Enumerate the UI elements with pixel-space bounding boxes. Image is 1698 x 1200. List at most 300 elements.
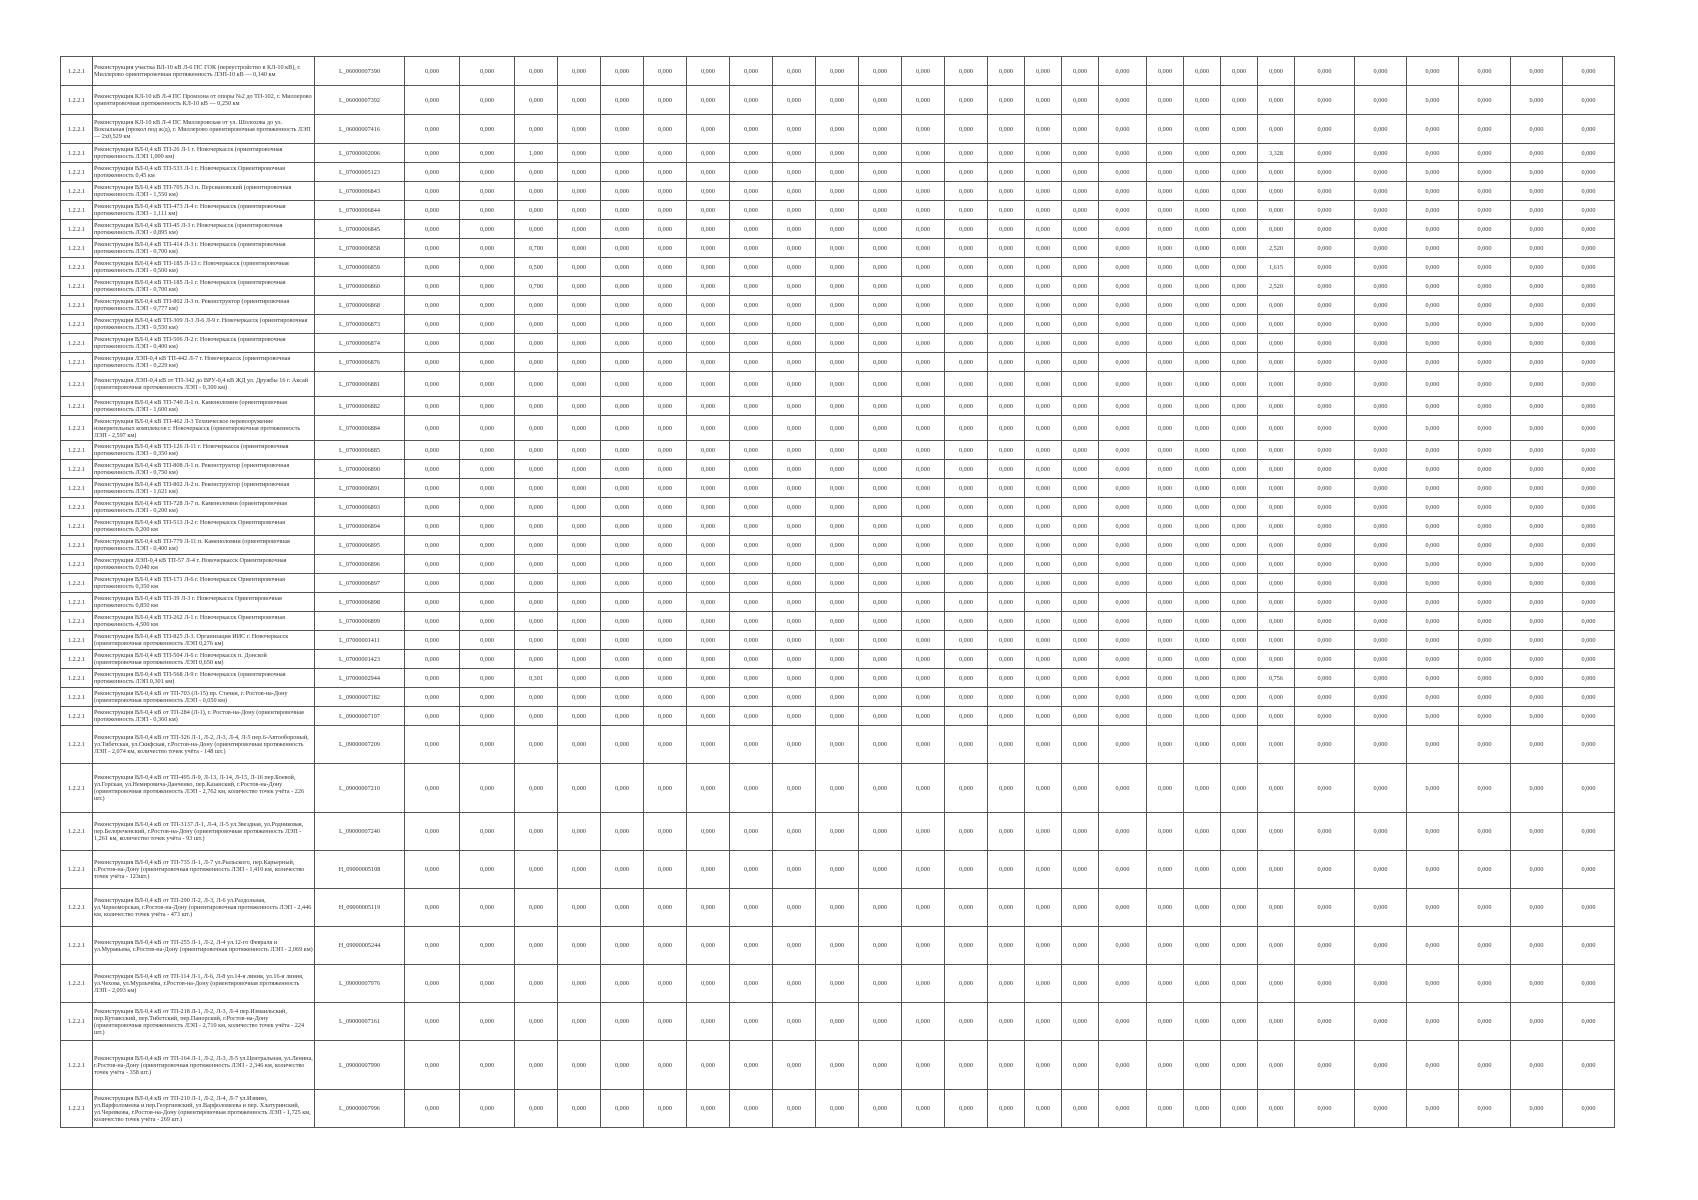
value-cell: 0,000 (1099, 707, 1147, 726)
value-cell: 0,000 (902, 555, 945, 574)
value-cell: 0,000 (1099, 965, 1147, 1003)
value-cell: 0,000 (902, 163, 945, 182)
value-cell: 0,000 (1184, 57, 1221, 86)
value-cell: 0,000 (1459, 669, 1511, 688)
value-cell: 0,000 (1184, 277, 1221, 296)
value-cell: 0,000 (1258, 372, 1295, 397)
value-cell: 0,000 (988, 927, 1025, 965)
value-cell: 0,000 (515, 1003, 558, 1041)
value-cell: 0,000 (460, 1041, 515, 1090)
value-cell: 0,000 (1184, 220, 1221, 239)
value-cell: 0,000 (1355, 144, 1407, 163)
value-cell: 0,000 (859, 851, 902, 889)
value-cell: 0,000 (558, 1090, 601, 1128)
value-cell: 0,000 (460, 726, 515, 764)
value-cell: 0,000 (558, 813, 601, 851)
value-cell: 0,000 (730, 372, 773, 397)
value-cell: 0,000 (405, 1090, 460, 1128)
value-cell: 0,000 (945, 115, 988, 144)
value-cell: 0,000 (460, 372, 515, 397)
value-cell: 0,000 (859, 182, 902, 201)
value-cell: 0,000 (687, 726, 730, 764)
project-id-cell: L_07000006860 (315, 277, 405, 296)
value-cell: 0,000 (1459, 397, 1511, 416)
value-cell: 0,000 (859, 201, 902, 220)
value-cell: 0,000 (1563, 965, 1615, 1003)
value-cell: 0,000 (405, 851, 460, 889)
row-code-cell: 1.2.2.1 (61, 479, 93, 498)
value-cell: 0,000 (601, 498, 644, 517)
project-description-cell: Реконструкция ВЛ-0,4 кВ от ТП-284 (Л-1), г. Ростов-на-Дону (ориентировочная протяженность ЛЭП - 0,360 км) (93, 707, 315, 726)
value-cell: 0,000 (945, 1003, 988, 1041)
value-cell: 0,000 (405, 1041, 460, 1090)
value-cell: 0,000 (1511, 631, 1563, 650)
value-cell: 0,000 (558, 479, 601, 498)
value-cell: 0,000 (859, 460, 902, 479)
value-cell: 0,000 (1459, 258, 1511, 277)
row-code-cell: 1.2.2.1 (61, 239, 93, 258)
value-cell: 0,000 (773, 688, 816, 707)
value-cell: 0,000 (1407, 593, 1459, 612)
value-cell: 0,000 (1563, 201, 1615, 220)
value-cell: 0,000 (945, 353, 988, 372)
value-cell: 0,000 (730, 460, 773, 479)
value-cell: 0,000 (558, 163, 601, 182)
value-cell: 0,000 (687, 460, 730, 479)
value-cell: 0,000 (816, 296, 859, 315)
value-cell: 0,000 (1407, 416, 1459, 441)
value-cell: 0,000 (644, 707, 687, 726)
value-cell: 0,000 (1221, 334, 1258, 353)
value-cell: 0,000 (1099, 631, 1147, 650)
value-cell: 0,000 (460, 1090, 515, 1128)
value-cell: 0,000 (859, 372, 902, 397)
value-cell: 0,000 (405, 707, 460, 726)
value-cell: 0,000 (515, 416, 558, 441)
value-cell: 0,000 (558, 965, 601, 1003)
value-cell: 0,000 (601, 688, 644, 707)
value-cell: 0,000 (1184, 86, 1221, 115)
value-cell: 0,000 (1511, 650, 1563, 669)
value-cell: 0,000 (816, 726, 859, 764)
value-cell: 0,000 (1025, 851, 1062, 889)
value-cell: 0,000 (405, 536, 460, 555)
value-cell: 0,000 (816, 201, 859, 220)
value-cell: 0,000 (1295, 163, 1355, 182)
value-cell: 0,000 (1062, 144, 1099, 163)
value-cell: 0,000 (945, 416, 988, 441)
row-code-cell: 1.2.2.1 (61, 334, 93, 353)
value-cell: 0,000 (816, 315, 859, 334)
value-cell: 0,000 (730, 1090, 773, 1128)
value-cell: 0,000 (1563, 555, 1615, 574)
value-cell: 0,000 (945, 669, 988, 688)
row-code-cell: 1.2.2.1 (61, 813, 93, 851)
value-cell: 0,000 (1184, 612, 1221, 631)
value-cell: 0,000 (687, 86, 730, 115)
value-cell: 0,000 (859, 57, 902, 86)
value-cell: 0,000 (859, 334, 902, 353)
value-cell: 0,000 (1221, 460, 1258, 479)
value-cell: 0,000 (945, 631, 988, 650)
value-cell: 0,000 (945, 650, 988, 669)
value-cell: 0,000 (816, 416, 859, 441)
value-cell: 0,000 (1563, 631, 1615, 650)
value-cell: 0,000 (1459, 555, 1511, 574)
value-cell: 0,000 (1459, 889, 1511, 927)
value-cell: 0,000 (859, 163, 902, 182)
value-cell: 0,000 (644, 631, 687, 650)
value-cell: 0,000 (859, 1090, 902, 1128)
value-cell: 0,000 (816, 707, 859, 726)
value-cell: 0,000 (730, 479, 773, 498)
value-cell: 0,000 (1025, 1003, 1062, 1041)
value-cell: 0,000 (460, 460, 515, 479)
value-cell: 0,000 (816, 372, 859, 397)
project-id-cell: L_07000006891 (315, 479, 405, 498)
value-cell: 0,000 (1062, 726, 1099, 764)
value-cell: 0,000 (1355, 707, 1407, 726)
value-cell: 0,000 (687, 669, 730, 688)
value-cell: 0,000 (1258, 397, 1295, 416)
value-cell: 0,000 (1563, 593, 1615, 612)
value-cell: 0,000 (988, 416, 1025, 441)
value-cell: 0,000 (1295, 315, 1355, 334)
value-cell: 0,000 (644, 1003, 687, 1041)
value-cell: 0,000 (1147, 296, 1184, 315)
value-cell: 0,000 (1099, 182, 1147, 201)
value-cell: 0,000 (1147, 353, 1184, 372)
value-cell: 0,000 (460, 353, 515, 372)
value-cell: 0,000 (405, 688, 460, 707)
value-cell: 0,000 (601, 163, 644, 182)
value-cell: 0,000 (460, 555, 515, 574)
value-cell: 0,000 (1407, 334, 1459, 353)
table-row (61, 239, 1615, 258)
value-cell: 0,000 (687, 536, 730, 555)
value-cell: 0,000 (902, 726, 945, 764)
project-id-cell: L_07000006882 (315, 397, 405, 416)
value-cell: 0,000 (644, 889, 687, 927)
value-cell: 0,000 (1062, 86, 1099, 115)
value-cell: 0,000 (1184, 813, 1221, 851)
project-description-cell: Реконструкция ВЛ-0,4 кВ ТП-740 Л-1 п. Каменоломни (ориентировочная протяженность ЛЭП - 1,600 км) (93, 397, 315, 416)
value-cell: 0,000 (644, 182, 687, 201)
value-cell: 0,000 (1407, 707, 1459, 726)
value-cell: 0,000 (1511, 669, 1563, 688)
value-cell: 0,000 (1099, 813, 1147, 851)
value-cell: 0,000 (1355, 631, 1407, 650)
value-cell: 0,000 (1184, 593, 1221, 612)
value-cell: 0,000 (1062, 397, 1099, 416)
value-cell: 0,000 (1355, 669, 1407, 688)
value-cell: 0,000 (1459, 1003, 1511, 1041)
value-cell: 0,000 (558, 460, 601, 479)
value-cell: 0,000 (1147, 1003, 1184, 1041)
value-cell: 0,000 (1221, 315, 1258, 334)
value-cell: 0,000 (773, 669, 816, 688)
value-cell: 0,000 (687, 688, 730, 707)
value-cell: 0,000 (1258, 220, 1295, 239)
value-cell: 0,000 (988, 707, 1025, 726)
value-cell: 0,000 (816, 86, 859, 115)
value-cell: 0,000 (515, 86, 558, 115)
value-cell: 0,000 (1295, 612, 1355, 631)
value-cell: 0,000 (1062, 460, 1099, 479)
project-id-cell: L_07000006884 (315, 416, 405, 441)
project-id-cell: L_07000006859 (315, 258, 405, 277)
value-cell: 0,000 (1459, 479, 1511, 498)
project-description-cell: Реконструкция ВЛ-0,4 кВ ТП-414 Л-3 г. Новочеркасск (ориентировочная протяженность ЛЭП - 0,700 км) (93, 239, 315, 258)
value-cell: 0,000 (1099, 1090, 1147, 1128)
value-cell: 0,000 (1459, 813, 1511, 851)
value-cell: 0,000 (1459, 707, 1511, 726)
row-code-cell: 1.2.2.1 (61, 144, 93, 163)
value-cell: 0,000 (730, 182, 773, 201)
value-cell: 0,000 (460, 296, 515, 315)
row-code-cell: 1.2.2.1 (61, 201, 93, 220)
value-cell: 0,000 (644, 555, 687, 574)
value-cell: 0,000 (1511, 441, 1563, 460)
value-cell: 0,000 (1099, 517, 1147, 536)
project-id-cell: L_09000007161 (315, 1003, 405, 1041)
value-cell: 0,000 (859, 536, 902, 555)
value-cell: 0,000 (902, 115, 945, 144)
value-cell: 0,000 (1563, 498, 1615, 517)
value-cell: 0,000 (460, 479, 515, 498)
value-cell: 0,000 (730, 889, 773, 927)
value-cell: 0,000 (1459, 688, 1511, 707)
value-cell: 0,000 (1184, 889, 1221, 927)
value-cell: 0,000 (1099, 86, 1147, 115)
value-cell: 0,000 (687, 574, 730, 593)
value-cell: 0,000 (1062, 650, 1099, 669)
value-cell: 0,000 (816, 498, 859, 517)
value-cell: 0,000 (1511, 86, 1563, 115)
value-cell: 0,000 (988, 764, 1025, 813)
value-cell: 0,000 (1295, 555, 1355, 574)
value-cell: 0,000 (988, 631, 1025, 650)
value-cell: 0,000 (558, 726, 601, 764)
value-cell: 0,000 (773, 479, 816, 498)
project-id-cell: L_06000007392 (315, 86, 405, 115)
value-cell: 0,000 (601, 574, 644, 593)
value-cell: 0,000 (902, 965, 945, 1003)
value-cell: 0,000 (945, 57, 988, 86)
value-cell: 0,000 (988, 1041, 1025, 1090)
value-cell: 0,000 (1025, 764, 1062, 813)
value-cell: 0,000 (1062, 965, 1099, 1003)
value-cell: 0,000 (1025, 574, 1062, 593)
value-cell: 0,000 (1147, 1090, 1184, 1128)
value-cell: 0,000 (1295, 441, 1355, 460)
table-row (61, 397, 1615, 416)
value-cell: 0,000 (601, 397, 644, 416)
value-cell: 0,000 (945, 441, 988, 460)
value-cell: 0,000 (1355, 258, 1407, 277)
value-cell: 0,000 (644, 813, 687, 851)
value-cell: 0,000 (1355, 397, 1407, 416)
value-cell: 0,000 (902, 889, 945, 927)
value-cell: 0,000 (1221, 631, 1258, 650)
value-cell: 0,000 (1099, 277, 1147, 296)
value-cell: 0,000 (1147, 669, 1184, 688)
value-cell: 0,000 (945, 764, 988, 813)
value-cell: 0,000 (1295, 416, 1355, 441)
value-cell: 0,000 (730, 927, 773, 965)
value-cell: 0,000 (902, 57, 945, 86)
value-cell: 0,000 (988, 397, 1025, 416)
value-cell: 0,000 (859, 631, 902, 650)
project-description-cell: Реконструкция ВЛ-0,4 кВ ТП-802 Л-3 п. Реконструктор (ориентировочная протяженность ЛЭП - 0,777 км) (93, 296, 315, 315)
value-cell: 0,000 (515, 688, 558, 707)
value-cell: 0,000 (902, 631, 945, 650)
value-cell: 0,000 (1025, 315, 1062, 334)
project-description-cell: Реконструкция ЛЭП-0,4 кВ от ТП-342 до ВРУ-0,4 кВ ЖД ул. Дружбы 16 г. Аксай (ориентировочная протяженность ЛЭП - 0,300 км) (93, 372, 315, 397)
value-cell: 0,000 (859, 688, 902, 707)
value-cell: 0,000 (405, 1003, 460, 1041)
value-cell: 0,000 (405, 353, 460, 372)
table-row (61, 498, 1615, 517)
value-cell: 0,000 (1025, 144, 1062, 163)
value-cell: 0,000 (1221, 498, 1258, 517)
value-cell: 0,000 (515, 517, 558, 536)
value-cell: 0,000 (773, 182, 816, 201)
value-cell: 0,000 (773, 498, 816, 517)
value-cell: 0,000 (816, 220, 859, 239)
value-cell: 0,000 (945, 201, 988, 220)
value-cell: 0,000 (1258, 115, 1295, 144)
value-cell: 0,000 (515, 334, 558, 353)
value-cell: 0,000 (988, 441, 1025, 460)
value-cell: 0,000 (773, 612, 816, 631)
value-cell: 0,000 (988, 479, 1025, 498)
value-cell: 0,000 (730, 612, 773, 631)
value-cell: 0,000 (1258, 353, 1295, 372)
value-cell: 0,000 (1563, 239, 1615, 258)
value-cell: 0,000 (601, 182, 644, 201)
value-cell: 0,000 (405, 372, 460, 397)
value-cell: 0,000 (1025, 479, 1062, 498)
value-cell: 0,000 (816, 650, 859, 669)
value-cell: 0,000 (1147, 688, 1184, 707)
value-cell: 0,000 (1184, 574, 1221, 593)
value-cell: 0,000 (1407, 927, 1459, 965)
value-cell: 0,000 (1511, 612, 1563, 631)
table-row (61, 764, 1615, 813)
value-cell: 0,000 (1062, 1003, 1099, 1041)
value-cell: 0,000 (1025, 726, 1062, 764)
value-cell: 0,000 (1295, 296, 1355, 315)
project-description-cell: Реконструкция ВЛ-0,4 кВ от ТП-495 Л-9, Л-13, Л-14, Л-15, Л-16 пер.Боевой, ул.Горская, ул.Немировича-Данченко, пер.Казанский, г.Ростов-на-Дону (ориентировочная протяженность ЛЭП - 2,762 км, количество точек учёта - 226 шт.) (93, 764, 315, 813)
value-cell: 0,000 (1258, 650, 1295, 669)
value-cell: 0,000 (644, 144, 687, 163)
value-cell: 0,000 (1147, 258, 1184, 277)
value-cell: 0,000 (1459, 460, 1511, 479)
project-id-cell: L_07000006895 (315, 536, 405, 555)
table-row (61, 965, 1615, 1003)
value-cell: 0,000 (1025, 201, 1062, 220)
row-code-cell: 1.2.2.1 (61, 397, 93, 416)
value-cell: 0,000 (816, 182, 859, 201)
value-cell: 0,000 (644, 460, 687, 479)
value-cell: 0,000 (1221, 86, 1258, 115)
value-cell: 0,000 (1184, 517, 1221, 536)
value-cell: 0,000 (601, 669, 644, 688)
value-cell: 0,000 (902, 593, 945, 612)
value-cell: 0,000 (1025, 536, 1062, 555)
value-cell: 0,000 (816, 258, 859, 277)
value-cell: 0,000 (1147, 86, 1184, 115)
value-cell: 0,000 (816, 631, 859, 650)
value-cell: 0,000 (730, 669, 773, 688)
table-row (61, 631, 1615, 650)
value-cell: 0,000 (515, 593, 558, 612)
value-cell: 0,000 (773, 764, 816, 813)
value-cell: 0,000 (460, 163, 515, 182)
value-cell: 0,000 (687, 115, 730, 144)
row-code-cell: 1.2.2.1 (61, 498, 93, 517)
table-row (61, 315, 1615, 334)
project-id-cell: L_07000006873 (315, 315, 405, 334)
value-cell: 0,000 (1099, 479, 1147, 498)
value-cell: 0,000 (1221, 1090, 1258, 1128)
row-code-cell: 1.2.2.1 (61, 372, 93, 397)
row-code-cell: 1.2.2.1 (61, 851, 93, 889)
value-cell: 0,000 (460, 220, 515, 239)
value-cell: 0,000 (1459, 593, 1511, 612)
value-cell: 0,000 (1407, 479, 1459, 498)
row-code-cell: 1.2.2.1 (61, 296, 93, 315)
value-cell: 0,000 (1355, 555, 1407, 574)
value-cell: 0,000 (859, 927, 902, 965)
value-cell: 0,000 (1295, 650, 1355, 669)
project-id-cell: L_09000007209 (315, 726, 405, 764)
investment-program-table (60, 56, 1615, 1128)
value-cell: 0,000 (515, 536, 558, 555)
value-cell: 0,000 (687, 353, 730, 372)
value-cell: 0,000 (644, 86, 687, 115)
value-cell: 0,000 (1258, 460, 1295, 479)
table-row (61, 460, 1615, 479)
value-cell: 0,000 (1355, 726, 1407, 764)
value-cell: 0,000 (1184, 1090, 1221, 1128)
value-cell: 0,000 (1025, 163, 1062, 182)
value-cell: 0,000 (644, 201, 687, 220)
value-cell: 0,000 (1295, 86, 1355, 115)
value-cell: 0,000 (859, 315, 902, 334)
table-row (61, 144, 1615, 163)
value-cell: 0,000 (1184, 650, 1221, 669)
value-cell: 0,000 (1184, 851, 1221, 889)
value-cell: 0,000 (1184, 163, 1221, 182)
value-cell: 0,000 (515, 574, 558, 593)
value-cell: 0,000 (859, 574, 902, 593)
value-cell: 0,000 (1184, 707, 1221, 726)
value-cell: 0,000 (1563, 1090, 1615, 1128)
project-id-cell: L_07000002944 (315, 669, 405, 688)
value-cell: 0,000 (945, 813, 988, 851)
value-cell: 0,000 (405, 650, 460, 669)
row-code-cell: 1.2.2.1 (61, 593, 93, 612)
value-cell: 0,000 (1511, 201, 1563, 220)
value-cell: 0,000 (405, 57, 460, 86)
value-cell: 0,000 (644, 1041, 687, 1090)
value-cell: 0,000 (1025, 498, 1062, 517)
value-cell: 0,000 (902, 707, 945, 726)
value-cell: 0,000 (1355, 889, 1407, 927)
value-cell: 0,000 (687, 498, 730, 517)
